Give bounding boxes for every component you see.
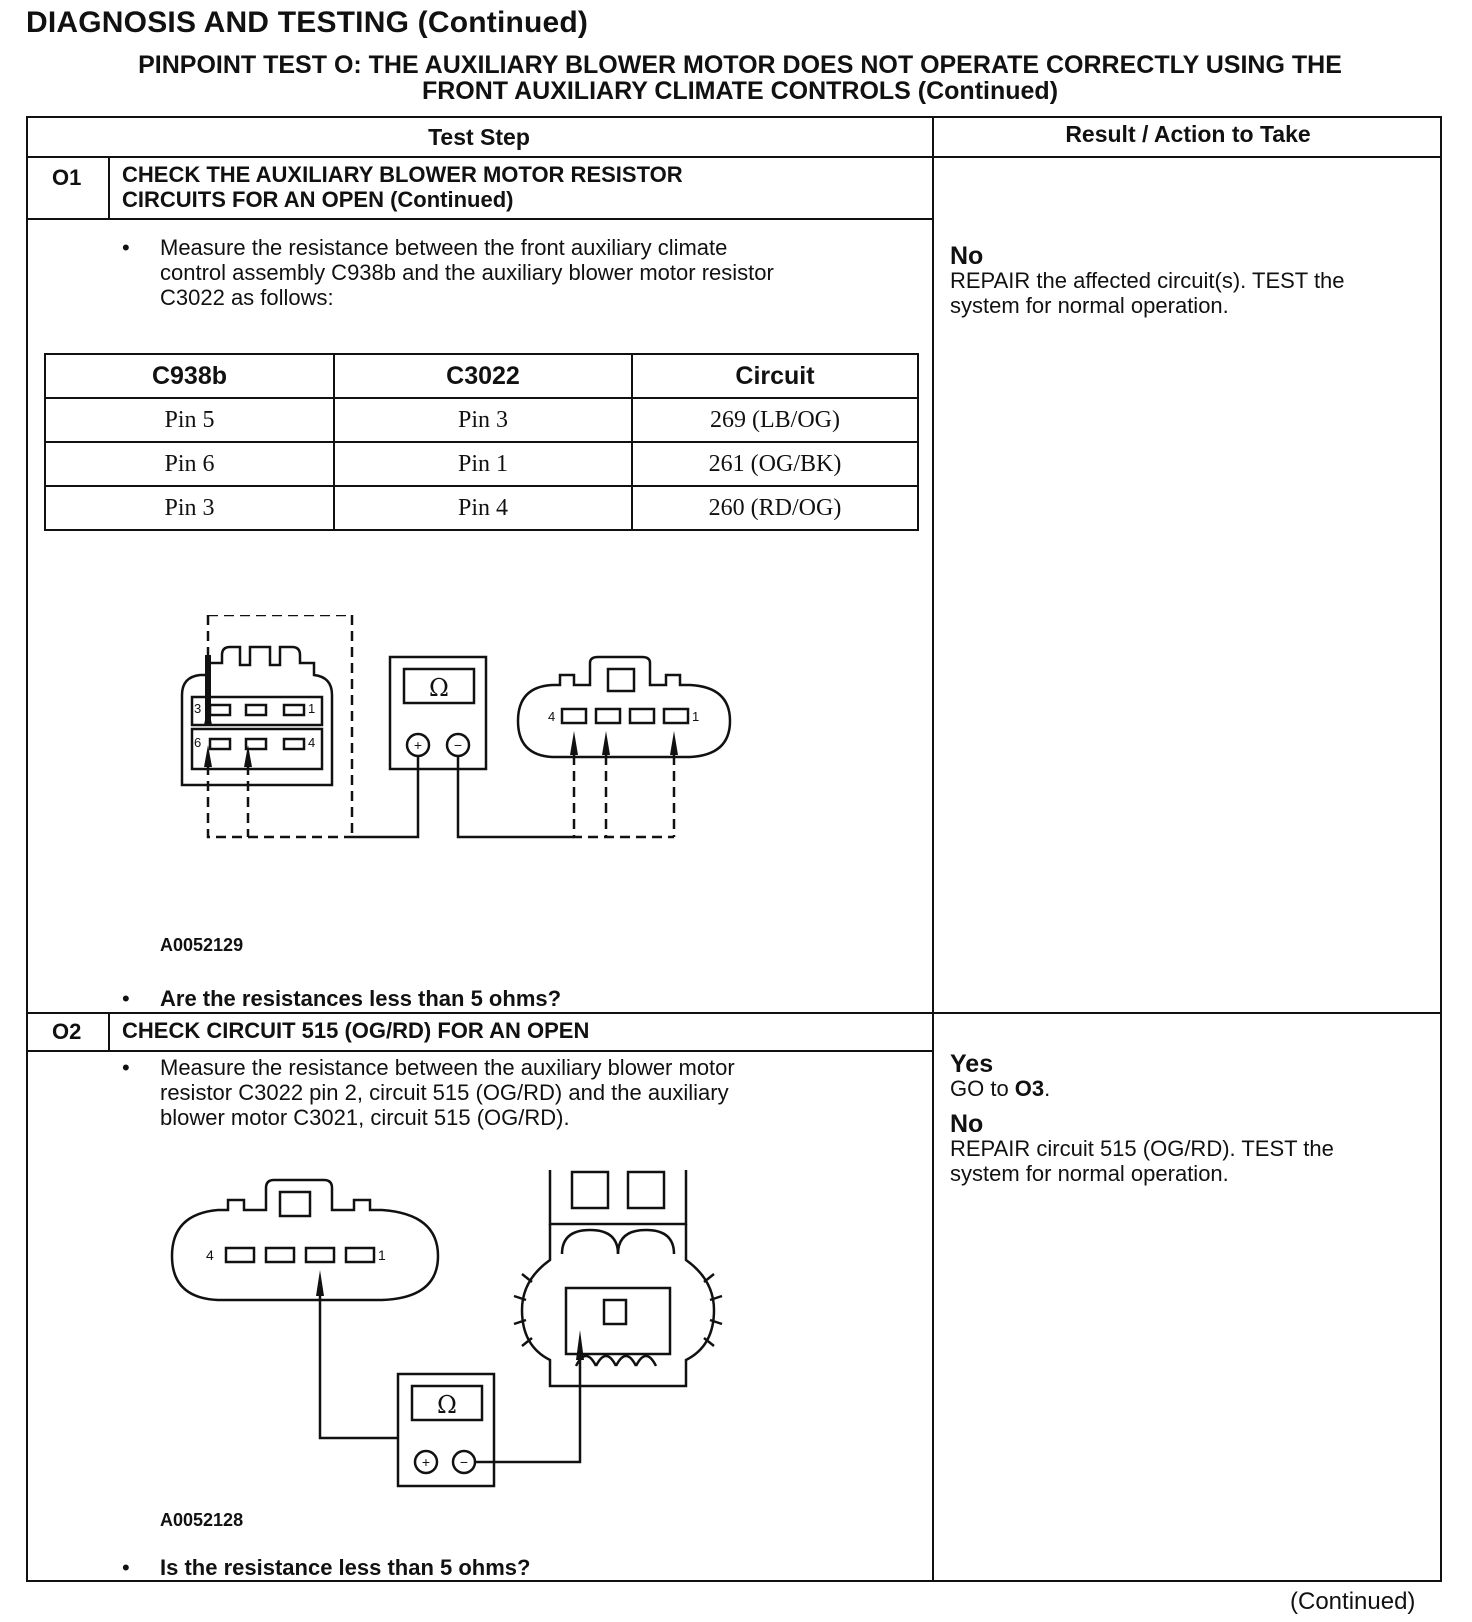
result-text-yes	[950, 1076, 1050, 1101]
pin-label: 1	[692, 709, 700, 724]
wiring-diagram-o2	[170, 1170, 770, 1520]
step-o2-title-divider	[26, 1050, 932, 1052]
header-row-divider	[26, 156, 1442, 158]
step-o2-id: O2	[52, 1019, 82, 1044]
ohm-symbol: Ω	[429, 674, 449, 702]
plus-symbol: +	[413, 737, 423, 753]
col-header-result: Result / Action to Take	[1065, 121, 1311, 147]
table-cell: Pin 1	[334, 442, 632, 486]
bullet-line: resistor C3022 pin 2, circuit 515 (OG/RD) and the auxiliary	[160, 1080, 729, 1105]
table-row	[45, 398, 918, 442]
pin-table-header: C3022	[334, 354, 632, 398]
bullet-line: C3022 as follows:	[160, 285, 334, 310]
step-o1-title	[122, 162, 683, 212]
pin-label: 6	[194, 735, 202, 750]
step-o1-question-text: Are the resistances less than 5 ohms?	[160, 986, 562, 1011]
pin-label: 4	[206, 1247, 214, 1263]
result-line: REPAIR circuit 515 (OG/RD). TEST the	[950, 1136, 1334, 1161]
wiring-diagram-o1	[160, 615, 780, 895]
result-label-yes: Yes	[950, 1050, 994, 1078]
plus-symbol: +	[421, 1454, 431, 1470]
probe-tips	[316, 1270, 584, 1360]
step-o2-bullet-text	[160, 1055, 735, 1130]
step-o2-id-divider	[108, 1012, 110, 1052]
bullet-dot: •	[122, 1555, 130, 1580]
step-row-divider	[26, 1012, 1442, 1014]
result-line: system for normal operation.	[950, 293, 1229, 318]
step-o1-question	[122, 986, 922, 1012]
pin-label: 1	[378, 1247, 386, 1263]
pinpoint-test-title	[40, 52, 1440, 104]
table-cell: 260 (RD/OG)	[632, 486, 918, 530]
result-text-post: .	[1044, 1076, 1051, 1101]
figure-id-o2: A0052128	[160, 1510, 244, 1530]
col-header-test-step: Test Step	[428, 124, 530, 150]
c3021-blower-motor-connector-icon	[514, 1170, 722, 1386]
result-line: REPAIR the affected circuit(s). TEST the	[950, 268, 1345, 293]
step-o1-id: O1	[52, 165, 82, 190]
step-o1-title-line-2: CIRCUITS FOR AN OPEN (Continued)	[122, 187, 514, 212]
bullet-dot: •	[122, 986, 130, 1011]
step-o2-question	[122, 1555, 922, 1581]
pin-circuit-table	[44, 353, 919, 531]
result-line: system for normal operation.	[950, 1161, 1229, 1186]
c3022-connector-icon	[172, 1180, 438, 1300]
column-divider	[932, 116, 934, 1582]
bullet-dot: •	[122, 1055, 130, 1080]
table-cell: 261 (OG/BK)	[632, 442, 918, 486]
step-link-o3[interactable]: O3	[1014, 1076, 1045, 1101]
c3022-connector-icon	[518, 657, 730, 757]
subtitle-line-1: PINPOINT TEST O: THE AUXILIARY BLOWER MOTOR DOES NOT OPERATE CORRECTLY USING THE	[138, 51, 1342, 79]
result-text-pre: GO to	[950, 1076, 1015, 1101]
table-cell: 269 (LB/OG)	[632, 398, 918, 442]
minus-symbol: −	[453, 737, 463, 753]
step-o1-title-divider	[26, 218, 932, 220]
table-row	[45, 442, 918, 486]
bullet-line: Measure the resistance between the front auxiliary climate	[160, 235, 728, 260]
table-cell: Pin 3	[334, 398, 632, 442]
result-label-no: No	[950, 242, 984, 270]
bullet-line: Measure the resistance between the auxiliary blower motor	[160, 1055, 735, 1080]
step-o1-id-divider	[108, 156, 110, 220]
step-o2-title: CHECK CIRCUIT 515 (OG/RD) FOR AN OPEN	[122, 1018, 590, 1043]
figure-id-o1: A0052129	[160, 935, 244, 955]
table-cell: Pin 6	[45, 442, 334, 486]
table-row	[45, 486, 918, 530]
step-o1-bullet-text	[160, 235, 774, 310]
step-o1-title-line-1: CHECK THE AUXILIARY BLOWER MOTOR RESISTOR	[122, 162, 683, 187]
result-text	[950, 268, 1345, 318]
ohm-symbol: Ω	[437, 1391, 457, 1419]
pin-label: 1	[308, 701, 316, 716]
page-title: DIAGNOSIS AND TESTING (Continued)	[26, 6, 589, 39]
pin-table-header: Circuit	[632, 354, 918, 398]
pin-table-header-row	[45, 354, 918, 398]
result-label-no: No	[950, 1110, 984, 1138]
subtitle-line-2: FRONT AUXILIARY CLIMATE CONTROLS (Continued)	[421, 77, 1059, 105]
bullet-line: blower motor C3021, circuit 515 (OG/RD).	[160, 1105, 570, 1130]
table-cell: Pin 4	[334, 486, 632, 530]
step-o2-question-text: Is the resistance less than 5 ohms?	[160, 1555, 531, 1580]
table-cell: Pin 5	[45, 398, 334, 442]
bullet-dot: •	[122, 235, 130, 260]
pin-table-header: C938b	[45, 354, 334, 398]
bullet-line: control assembly C938b and the auxiliary blower motor resistor	[160, 260, 774, 285]
continued-label: (Continued)	[1290, 1588, 1416, 1615]
step-o2-bullet	[122, 1055, 922, 1135]
pin-label: 4	[548, 709, 556, 724]
result-text-no	[950, 1136, 1334, 1186]
step-o1-bullet	[122, 235, 922, 315]
minus-symbol: −	[459, 1454, 469, 1470]
table-cell: Pin 3	[45, 486, 334, 530]
pin-label: 4	[308, 735, 316, 750]
pin-label: 3	[194, 701, 202, 716]
